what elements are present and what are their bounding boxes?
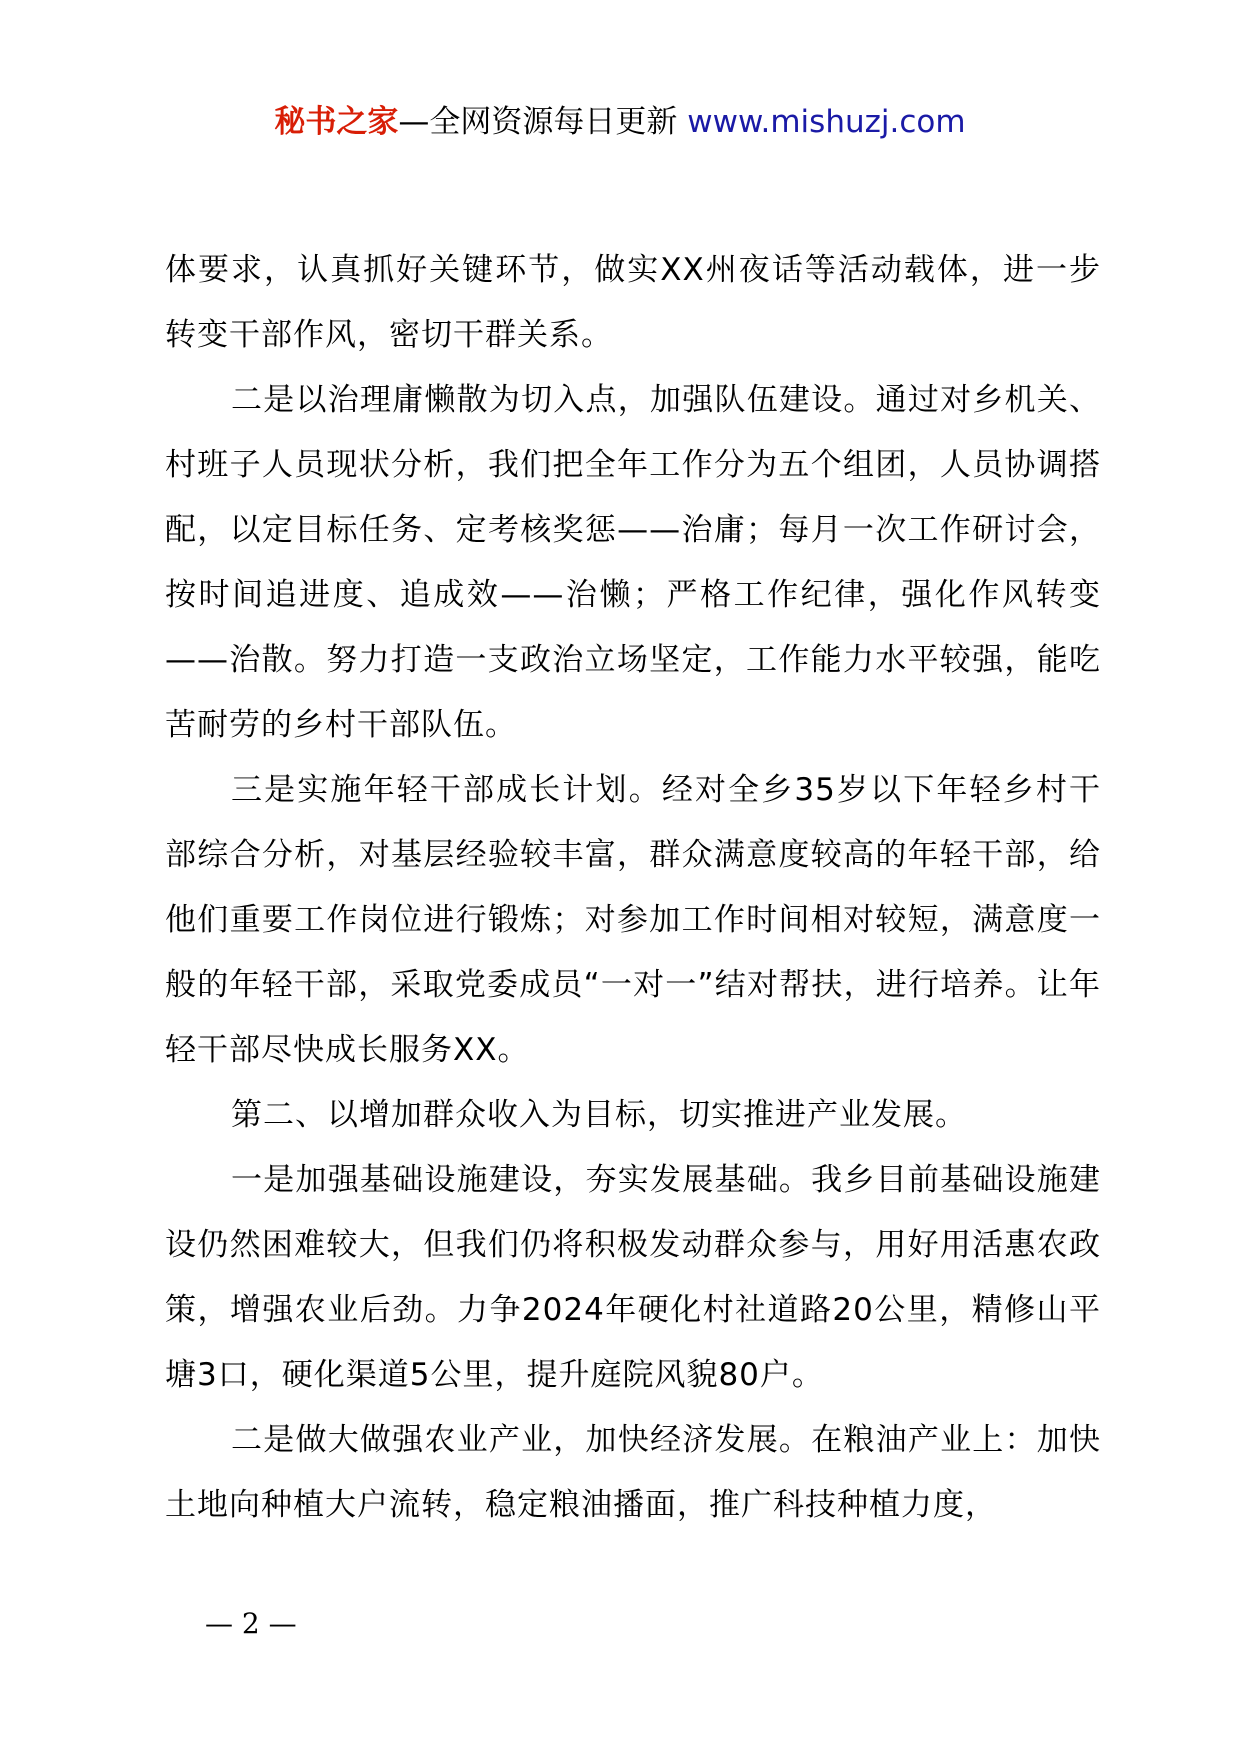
paragraph: 一是加强基础设施建设，夯实发展基础。我乡目前基础设施建设仍然困难较大，但我们仍将积极发动群众参与，用好用活惠农政策，增强农业后劲。力争2024年硬化村社道路20公里，精修山平塘3口，硬化渠道5公里，提升庭院风貌80户。 [165, 1162, 1101, 1393]
brand-name: 秘书之家 [274, 104, 399, 140]
paragraph: 三是实施年轻干部成长计划。经对全乡35岁以下年轻乡村干部综合分析，对基层经验较丰富，群众满意度较高的年轻干部，给他们重要工作岗位进行锻炼；对参加工作时间相对较短，满意度一般的年轻干部，采取党委成员“一对一”结对帮扶，进行培养。让年轻干部尽快成长服务XX。 [165, 772, 1101, 1068]
paragraph: 二是以治理庸懒散为切入点，加强队伍建设。通过对乡机关、村班子人员现状分析，我们把全年工作分为五个组团，人员协调搭配，以定目标任务、定考核奖惩——治庸；每月一次工作研讨会，按时间追进度、追成效——治懒；严格工作纪律，强化作风转变——治散。努力打造一支政治立场坚定，工作能力水平较强，能吃苦耐劳的乡村干部队伍。 [165, 382, 1101, 743]
site-header [0, 100, 1240, 144]
header-tagline: —全网资源每日更新 [398, 104, 688, 140]
page-number: — 2 — [205, 1607, 297, 1640]
paragraph: 二是做大做强农业产业，加快经济发展。在粮油产业上：加快土地向种植大户流转，稳定粮油播面，推广科技种植力度， [165, 1422, 1101, 1523]
section-heading: 第二、以增加群众收入为目标，切实推进产业发展。 [231, 1097, 967, 1133]
document-body [165, 238, 1101, 1538]
site-url-link[interactable]: www.mishuzj.com [687, 104, 966, 140]
paragraph: 体要求，认真抓好关键环节，做实XX州夜话等活动载体，进一步转变干部作风，密切干群关系。 [165, 252, 1101, 353]
